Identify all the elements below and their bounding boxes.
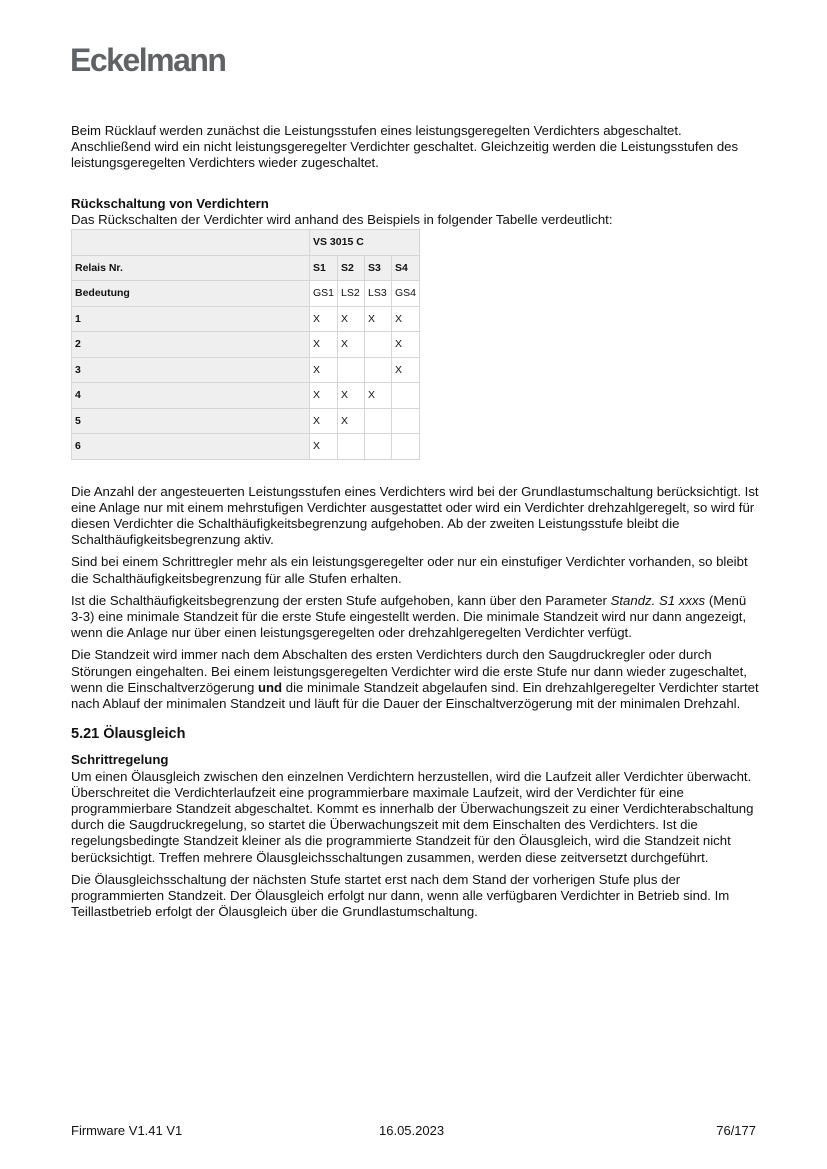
row-number: 6 (72, 434, 310, 460)
device-header: VS 3015 C (310, 230, 420, 256)
table-cell: X (338, 332, 365, 358)
paragraph: Ist die Schalthäufigkeitsbegrenzung der ersten Stufe aufgehoben, kann über den Parameter Standz. S1 xxxs (Menü 3-3) eine minimale Standzeit für die erste Stufe eingestellt werden. Die minimale Standzeit wird nur dann angezeigt, wenn die Anlage nur über einen leistungsgeregelten oder drehzahlgeregelten Verdichter verfügt. (71, 592, 747, 641)
row-number: 2 (72, 332, 310, 358)
table-cell: X (392, 357, 420, 383)
table-cell: X (310, 306, 338, 332)
footer-page-number: 76/177 (716, 1123, 756, 1138)
table-cell: X (338, 383, 365, 409)
table-cell: X (338, 306, 365, 332)
table-cell (365, 434, 392, 460)
paragraph: Um einen Ölausgleich zwischen den einzelnen Verdichtern herzustellen, wird die Laufzeit aller Verdichter überwacht. Überschreitet die Verdichterlaufzeit eine programmierbare maximale Laufzeit, wird der Verdichter für eine programmierbare Standzeit abgeschaltet. Kommt es innerhalb der Überwachungszeit zu einer Verdichterabschaltung durch die Saugdruckregelung, so startet die Überwachungszeit mit dem Einschalten des Verdichters. Ist die regelungsbedingte Standzeit kleiner als die programmierte Standzeit für den Ölausgleich, wird die Standzeit nicht berücksichtigt. Treffen mehrere Ölausgleichsschaltungen zusammen, werden diese zeitversetzt durchgeführt. (71, 768, 754, 865)
paragraph: Die Standzeit wird immer nach dem Abschalten des ersten Verdichters durch den Saugdruckregler oder durch Störungen eingehalten. Bei einem leistungsgeregelten Verdichter wird die erste Stufe nur dann wieder zugeschaltet, wenn die Einschaltverzögerung und die minimale Standzeit abgelaufen sind. Ein drehzahlgeregelter Verdichter startet nach Ablauf der minimalen Standzeit und läuft für die Dauer der Einschaltverzögerung mit der minimalen Drehzahl. (71, 647, 759, 711)
table-cell (392, 434, 420, 460)
table-cell: X (392, 306, 420, 332)
table-cell: X (310, 357, 338, 383)
section-heading: 5.21 Ölausgleich (71, 726, 186, 743)
page-content (71, 123, 761, 926)
table-row (72, 408, 420, 434)
parameter-name: Standz. S1 xxxs (610, 592, 706, 608)
subheading-rueckschaltung: Rückschaltung von Verdichtern (71, 195, 269, 211)
table-cell: X (365, 306, 392, 332)
row-number: 1 (72, 306, 310, 332)
footer-firmware: Firmware V1.41 V1 (71, 1123, 183, 1138)
table-row: Relais Nr. S1 S2 S3 S4 (72, 255, 420, 281)
table-row (72, 383, 420, 409)
paragraph: Die Anzahl der angesteuerten Leistungsstufen eines Verdichters wird bei der Grundlastumschaltung berücksichtigt. Ist eine Anlage nur mit einem mehrstufigen Verdichter ausgestattet oder wird ein Verdichter drehzahlgeregelt, so wird für diesen Verdichter die Schalthäufigkeitsbegrenzung aufgehoben. Ab der zweiten Leistungsstufe bleibt die Schalthäufigkeitsbegrenzung aktiv. (71, 483, 759, 548)
eckelmann-logo: Eckelmann (70, 42, 226, 78)
table-cell (338, 357, 365, 383)
table-row: Bedeutung GS1 LS2 LS3 GS4 (72, 281, 420, 307)
table-row (72, 434, 420, 460)
footer-date: 16.05.2023 (379, 1123, 445, 1138)
row-number: 4 (72, 383, 310, 409)
table-row (72, 357, 420, 383)
table-cell: X (310, 332, 338, 358)
table-cell: X (310, 383, 338, 409)
table-cell (338, 434, 365, 460)
paragraph: Die Ölausgleichsschaltung der nächsten Stufe startet erst nach dem Stand der vorherigen Stufe plus der programmierten Standzeit. Der Ölausgleich erfolgt nur dann, wenn alle verfügbaren Verdichter in Betrieb sind. Im Teillastbetrieb erfolgt der Ölausgleich über die Grundlastumschaltung. (71, 871, 730, 920)
table-cell (365, 357, 392, 383)
paragraph: Sind bei einem Schrittregler mehr als ein leistungsgeregelter oder nur ein einstufiger Verdichter vorhanden, so bleibt die Schalthäufigkeitsbegrenzung für alle Stufen erhalten. (71, 554, 748, 586)
table-cell: X (365, 383, 392, 409)
table-row (72, 230, 420, 256)
row-number: 3 (72, 357, 310, 383)
table-intro: Das Rückschalten der Verdichter wird anhand des Beispiels in folgender Tabelle verdeutlicht: (71, 211, 613, 227)
row-number: 5 (72, 408, 310, 434)
table-cell (392, 383, 420, 409)
table-row (72, 332, 420, 358)
table-cell: X (392, 332, 420, 358)
table-row (72, 306, 420, 332)
table-cell: X (338, 408, 365, 434)
table-cell: X (310, 434, 338, 460)
switching-table (71, 229, 420, 460)
table-cell (392, 408, 420, 434)
table-cell (365, 408, 392, 434)
subheading-schrittregelung: Schrittregelung (71, 752, 169, 768)
intro-paragraph: Beim Rücklauf werden zunächst die Leistungsstufen eines leistungsgeregelten Verdichters abgeschaltet. Anschließend wird ein nicht leistungsgeregelter Verdichter geschaltet. Gleichzeitig werden die Leistungsstufen des leistungsgeregelten Verdichters wieder zugeschaltet. (71, 123, 739, 171)
table-cell: X (310, 408, 338, 434)
table-cell (365, 332, 392, 358)
